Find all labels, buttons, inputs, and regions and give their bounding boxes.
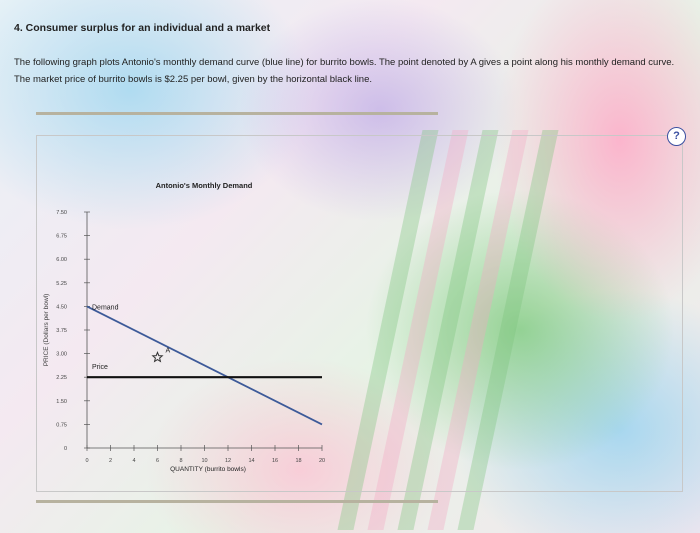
y-tick-label: 3.00 [56,351,67,358]
point-a-label: A [165,347,171,355]
price-series-label: Price [92,364,108,372]
y-tick-label: 4.50 [56,304,67,311]
chart-axes [56,210,325,464]
y-tick-label: 1.50 [56,398,67,405]
y-axis-title: PRICE (Dollars per bowl) [43,293,50,367]
x-tick-label: 10 [201,458,208,464]
x-tick-label: 4 [132,458,136,464]
y-tick-label: 2.25 [56,375,67,382]
x-tick-label: 12 [224,458,232,464]
demand-line [87,306,322,424]
demand-series-label: Demand [92,304,119,312]
x-tick-label: 6 [155,458,160,464]
chart-marks [87,304,322,424]
x-tick-label: 16 [271,458,279,464]
x-tick-label: 20 [318,458,326,464]
x-tick-label: 14 [248,458,255,464]
chart-title: Antonio's Monthly Demand [155,181,253,190]
y-tick-label: 6.00 [56,257,67,264]
y-tick-label: 5.25 [56,280,67,287]
question-heading: 4. Consumer surplus for an individual and a market [14,22,271,34]
divider-bottom [36,500,438,503]
y-tick-label: 0 [63,446,67,452]
x-axis-title: QUANTITY (burrito bowls) [170,466,246,473]
y-tick-label: 7.50 [56,210,67,216]
point-a-marker [153,352,163,361]
y-tick-label: 3.75 [56,328,67,334]
y-tick-label: 6.75 [56,233,67,240]
x-tick-label: 0 [85,458,89,464]
x-tick-label: 8 [179,458,183,464]
question-intro: The following graph plots Antonio's monthly demand curve (blue line) for burrito bowls. The point denoted by A gives a point along his monthly demand curve. The market price of burrito bowls is $2.25 per bowl, given by the horizontal black line. [14,57,675,85]
question-circle-icon[interactable]: ? [667,127,686,146]
x-tick-label: 18 [295,458,302,464]
x-tick-label: 2 [108,458,113,464]
y-tick-label: 0.75 [56,422,67,429]
